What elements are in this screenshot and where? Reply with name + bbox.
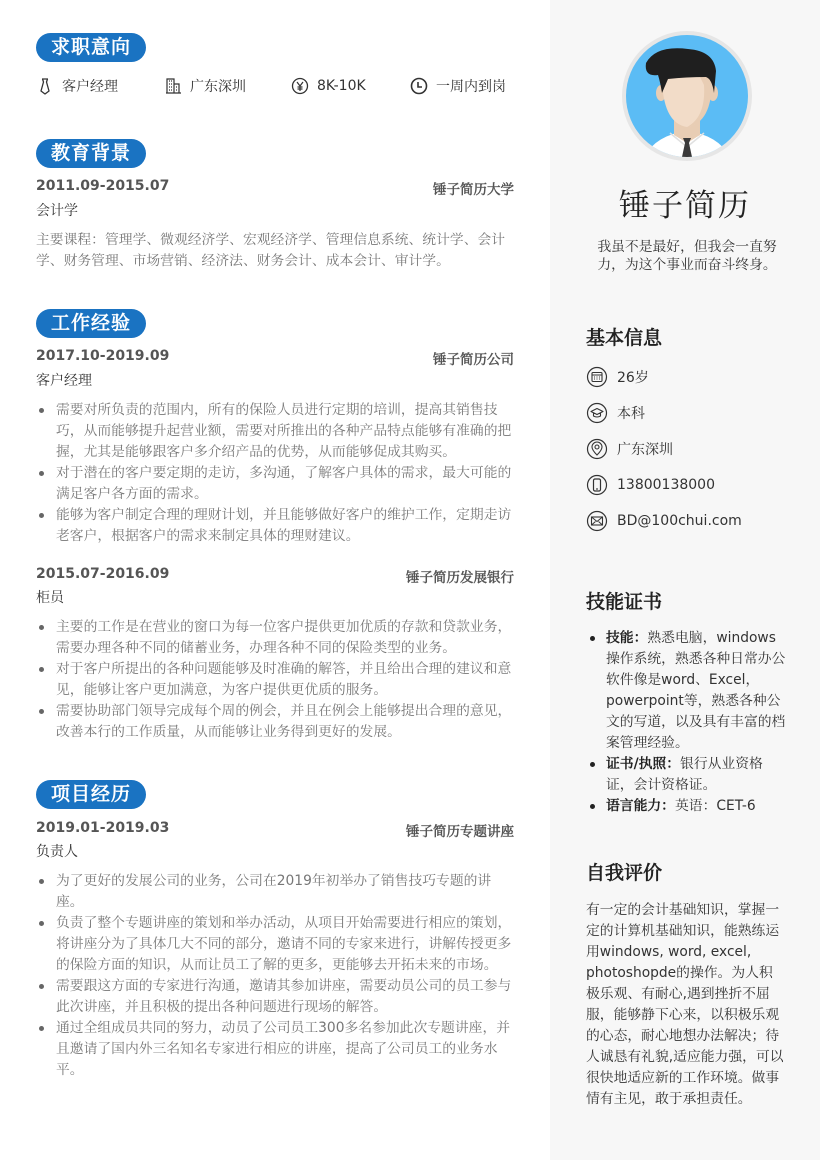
intent-salary xyxy=(291,74,366,98)
self-evaluation-title: 自我评价 xyxy=(586,862,663,884)
graduation-cap-icon xyxy=(586,402,608,424)
calendar-icon xyxy=(586,366,608,388)
project-bullets xyxy=(36,871,516,1081)
clock-icon xyxy=(410,77,428,95)
section-badge-job-intention: 求职意向 xyxy=(36,33,146,62)
work-entry-2-role: 柜员 xyxy=(36,590,64,606)
section-badge-projects: 项目经历 xyxy=(36,780,146,809)
info-education-text: 本科 xyxy=(617,406,645,422)
info-location-text: 广东深圳 xyxy=(617,442,673,458)
skill-text: 熟悉电脑，windows操作系统，熟悉各种日常办公软件像是word、Excel，powerpoint等，熟悉各种公文的写道，以及具有丰富的档案管理经验。 xyxy=(606,630,786,751)
info-age-text: 26岁 xyxy=(617,370,649,386)
list-item: 需要跟这方面的专家进行沟通，邀请其参加讲座，需要动员公司的员工参与此次讲座，并且积极的提出各种问题进行现场的解答。 xyxy=(36,976,516,1018)
avatar-man-icon xyxy=(626,35,748,157)
intent-position-text: 客户经理 xyxy=(62,79,118,95)
info-location xyxy=(586,438,673,460)
education-date: 2011.09-2015.07 xyxy=(36,178,170,194)
location-pin-icon xyxy=(586,438,608,460)
project-name: 锤子简历专题讲座 xyxy=(406,824,514,840)
work-entry-1-role: 客户经理 xyxy=(36,373,92,389)
work-entry-1-bullets xyxy=(36,400,516,547)
list-item: 对于潜在的客户要定期的走访，多沟通，了解客户具体的需求，最大可能的满足客户各方面的需求。 xyxy=(36,463,516,505)
section-badge-education: 教育背景 xyxy=(36,139,146,168)
tie-icon xyxy=(36,77,54,95)
skill-label: 技能： xyxy=(606,630,648,646)
intent-salary-text: 8K-10K xyxy=(317,78,366,94)
job-intention-row xyxy=(36,74,536,98)
education-major: 会计学 xyxy=(36,203,78,219)
skill-label: 证书/执照： xyxy=(606,756,681,772)
intent-position xyxy=(36,74,118,98)
info-age xyxy=(586,366,649,388)
avatar xyxy=(622,31,752,161)
list-item: 负责了整个专题讲座的策划和举办活动，从项目开始需要进行相应的策划，将讲座分为了具体几大不同的部分，邀请不同的专家来进行，讲解传授更多的保险方面的知识，从而让员工了解的更多，更能够去开拓未来的市场。 xyxy=(36,913,516,976)
list-item: 通过全组成员共同的努力，动员了公司员工300多名参加此次专题讲座，并且邀请了国内外三名知名专家进行相应的讲座，提高了公司员工的业务水平。 xyxy=(36,1018,516,1081)
skill-text: 英语：CET-6 xyxy=(674,798,756,814)
list-item xyxy=(586,796,786,817)
list-item xyxy=(586,754,786,796)
list-item: 能够为客户制定合理的理财计划，并且能够做好客户的维护工作，定期走访老客户，根据客户的需求来制定具体的理财建议。 xyxy=(36,505,516,547)
intent-availability xyxy=(410,74,506,98)
section-badge-work: 工作经验 xyxy=(36,309,146,338)
list-item: 为了更好的发展公司的业务，公司在2019年初举办了销售技巧专题的讲座。 xyxy=(36,871,516,913)
info-email-text: BD@100chui.com xyxy=(617,513,742,529)
work-entry-2-date: 2015.07-2016.09 xyxy=(36,566,170,582)
intent-availability-text: 一周内到岗 xyxy=(436,79,506,95)
project-header xyxy=(36,820,514,840)
work-entry-2-header xyxy=(36,566,514,586)
work-entry-1-date: 2017.10-2019.09 xyxy=(36,348,170,364)
work-entry-1-header xyxy=(36,348,514,368)
info-phone-text: 13800138000 xyxy=(617,477,715,493)
intent-city xyxy=(164,74,246,98)
list-item: 需要对所负责的范围内，所有的保险人员进行定期的培训，提高其销售技巧，从而能够提升起营业额，需要对所推出的各种产品特点能够有准确的把握，尤其是能够跟客户多介绍产品的优势，从而能够促成其购买。 xyxy=(36,400,516,463)
skill-label: 语言能力： xyxy=(606,798,675,814)
self-evaluation-text: 有一定的会计基础知识，掌握一定的计算机基础知识，能熟练运用windows, word, excel, photoshopde的操作。为人积极乐观、有耐心,遇到挫折不屈服，能够静下心来，以积极乐观的心态，耐心地想办法解决；待人诚恳有礼貌,适应能力强，可以很快地适应新的工作环境。做事情有主见，敢于承担责任。 xyxy=(586,902,784,1107)
project-role: 负责人 xyxy=(36,844,78,860)
list-item: 对于客户所提出的各种问题能够及时准确的解答，并且给出合理的建议和意见，能够让客户更加满意，为客户提供更优质的服务。 xyxy=(36,659,516,701)
building-icon xyxy=(164,77,182,95)
profile-motto: 我虽不是最好，但我会一直努力，为这个事业而奋斗终身。 xyxy=(597,239,777,273)
mail-icon xyxy=(586,510,608,532)
info-email xyxy=(586,510,742,532)
education-school: 锤子简历大学 xyxy=(433,182,514,198)
yen-icon xyxy=(291,77,309,95)
list-item: 主要的工作是在营业的窗口为每一位客户提供更加优质的存款和贷款业务，需要办理各种不同的储蓄业务，办理各种不同的保险类型的业务。 xyxy=(36,617,516,659)
project-date: 2019.01-2019.03 xyxy=(36,820,170,836)
work-entry-2-bullets xyxy=(36,617,516,743)
skills-title: 技能证书 xyxy=(586,591,663,613)
info-education xyxy=(586,402,645,424)
work-entry-2-company: 锤子简历发展银行 xyxy=(406,570,514,586)
phone-icon xyxy=(586,474,608,496)
list-item: 需要协助部门领导完成每个周的例会，并且在例会上能够提出合理的意见，改善本行的工作质量，从而能够让业务得到更好的发展。 xyxy=(36,701,516,743)
education-courses: 主要课程：管理学、微观经济学、宏观经济学、管理信息系统、统计学、会计学、财务管理、市场营销、经济法、财务会计、成本会计、审计学。 xyxy=(36,232,506,269)
education-header xyxy=(36,178,514,198)
profile-name: 锤子简历 xyxy=(619,188,751,224)
work-entry-1-company: 锤子简历公司 xyxy=(433,352,514,368)
list-item xyxy=(586,628,786,754)
basic-info-title: 基本信息 xyxy=(586,327,663,349)
intent-city-text: 广东深圳 xyxy=(190,79,246,95)
skills-list xyxy=(586,628,786,817)
skill-text: 银行从业资格证，会计资格证。 xyxy=(606,756,763,793)
info-phone xyxy=(586,474,715,496)
